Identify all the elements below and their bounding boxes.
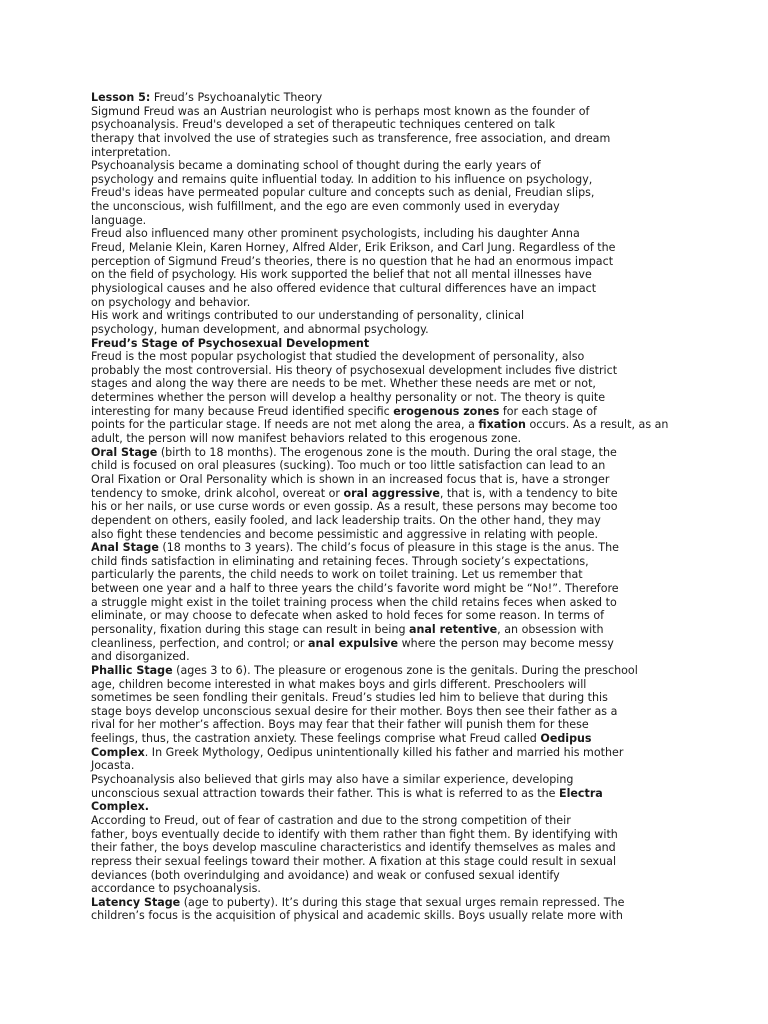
text-line	[91, 718, 759, 732]
text-line	[91, 173, 759, 187]
text-span: deviances (both overindulging and avoidance) and weak or confused sexual identify	[91, 868, 560, 882]
text-span: father, boys eventually decide to identify with them rather than fight them. By identifying with	[91, 827, 618, 841]
text-line	[91, 759, 759, 773]
text-line	[91, 623, 759, 637]
text-span: Freud's ideas have permeated popular culture and concepts such as denial, Freudian slips,	[91, 186, 595, 200]
bold-term: Freud’s Stage of Psychosexual Development	[91, 336, 370, 350]
text-line	[91, 459, 759, 473]
text-span: Freud is the most popular psychologist that studied the development of personality, also	[91, 350, 585, 364]
text-line	[91, 609, 759, 623]
text-line	[91, 855, 759, 869]
text-line	[91, 268, 759, 282]
text-span: particularly the parents, the child needs to work on toilet training. Let us remember that	[91, 568, 583, 582]
text-line	[91, 391, 759, 405]
bold-term: Phallic Stage	[91, 663, 173, 677]
text-line	[91, 105, 759, 119]
text-span: unconscious sexual attraction towards their father. This is what is referred to as the	[91, 786, 560, 800]
document-body	[91, 91, 759, 923]
text-line	[91, 309, 759, 323]
text-span: eliminate, or may choose to defecate when asked to hold feces for some reason. In terms of	[91, 609, 605, 623]
text-span: language.	[91, 213, 147, 227]
text-line	[91, 132, 759, 146]
text-span: Jocasta.	[91, 759, 135, 773]
text-line	[91, 814, 759, 828]
text-line	[91, 255, 759, 269]
text-line	[91, 418, 759, 432]
text-span: (ages 3 to 6). The pleasure or erogenous zone is the genitals. During the preschool	[172, 663, 638, 677]
text-line	[91, 473, 759, 487]
text-span: the unconscious, wish fulfillment, and the ego are even commonly used in everyday	[91, 200, 560, 214]
text-span: interpretation.	[91, 145, 171, 159]
text-span: psychoanalysis. Freud's developed a set of therapeutic techniques centered on talk	[91, 118, 555, 132]
bold-term: Complex	[91, 745, 145, 759]
text-line	[91, 732, 759, 746]
text-line	[91, 582, 759, 596]
bold-term: Electra	[559, 786, 603, 800]
bold-term: Oral Stage	[91, 445, 158, 459]
text-span: perception of Sigmund Freud’s theories, there is no question that he had an enormous impact	[91, 254, 614, 268]
text-line	[91, 800, 759, 814]
text-line	[91, 596, 759, 610]
text-span: feelings, thus, the castration anxiety. These feelings comprise what Freud called	[91, 732, 541, 746]
text-span: psychology, human development, and abnormal psychology.	[91, 322, 429, 336]
text-span: Sigmund Freud was an Austrian neurologist who is perhaps most known as the founder of	[91, 104, 590, 118]
text-line	[91, 405, 759, 419]
text-line	[91, 541, 759, 555]
text-span: (age to puberty). It’s during this stage that sexual urges remain repressed. The	[180, 895, 625, 909]
text-span: (birth to 18 months). The erogenous zone is the mouth. During the oral stage, the	[157, 445, 617, 459]
text-line	[91, 841, 759, 855]
text-line	[91, 241, 759, 255]
text-line	[91, 446, 759, 460]
text-span: rival for her mother’s affection. Boys may fear that their father will punish them for these	[91, 718, 589, 732]
text-line	[91, 773, 759, 787]
text-span: stages and along the way there are needs to be met. Whether these needs are met or not,	[91, 377, 596, 391]
text-span: determines whether the person will develop a healthy personality or not. The theory is quite	[91, 391, 606, 405]
bold-term: anal retentive	[409, 622, 498, 636]
text-span: points for the particular stage. If needs are not met along the area, a	[91, 418, 479, 432]
text-span: on the field of psychology. His work supported the belief that not all mental illnesses have	[91, 268, 592, 282]
text-span: their father, the boys develop masculine characteristics and identify themselves as males and	[91, 841, 616, 855]
text-line	[91, 637, 759, 651]
text-line	[91, 186, 759, 200]
text-span: probably the most controversial. His theory of psychosexual development includes five district	[91, 363, 618, 377]
text-span: . In Greek Mythology, Oedipus unintentionally killed his father and married his mother	[144, 745, 624, 759]
text-span: and disorganized.	[91, 650, 190, 664]
text-span: a struggle might exist in the toilet training process when the child retains feces when asked to	[91, 595, 617, 609]
text-line	[91, 746, 759, 760]
text-span: Psychoanalysis also believed that girls may also have a similar experience, developing	[91, 773, 574, 787]
text-line	[91, 296, 759, 310]
text-span: occurs. As a result, as an	[525, 418, 669, 432]
text-span: (18 months to 3 years). The child’s focus of pleasure in this stage is the anus. The	[158, 541, 619, 555]
text-span: for each stage of	[499, 404, 597, 418]
text-span: tendency to smoke, drink alcohol, overeat or	[91, 486, 344, 500]
text-span: According to Freud, out of fear of castration and due to the strong competition of their	[91, 813, 571, 827]
text-span: adult, the person will now manifest behaviors related to this erogenous zone.	[91, 432, 522, 446]
bold-term: erogenous zones	[393, 404, 500, 418]
text-span: Freud’s Psychoanalytic Theory	[150, 91, 323, 104]
text-span: psychology and remains quite influential today. In addition to his influence on psychology,	[91, 172, 593, 186]
text-span: his or her nails, or use curse words or even gossip. As a result, these persons may become too	[91, 500, 618, 514]
text-line	[91, 664, 759, 678]
text-span: personality, fixation during this stage can result in being	[91, 622, 410, 636]
text-span: on psychology and behavior.	[91, 295, 251, 309]
text-line	[91, 705, 759, 719]
text-line	[91, 227, 759, 241]
text-line	[91, 350, 759, 364]
bold-term: Anal Stage	[91, 541, 159, 555]
text-line	[91, 555, 759, 569]
text-line	[91, 691, 759, 705]
text-line	[91, 828, 759, 842]
text-line	[91, 678, 759, 692]
text-line	[91, 528, 759, 542]
bold-term: oral aggressive	[343, 486, 440, 500]
text-line	[91, 568, 759, 582]
text-line	[91, 118, 759, 132]
text-span: age, children become interested in what makes boys and girls different. Preschoolers will	[91, 677, 587, 691]
text-line	[91, 282, 759, 296]
text-line	[91, 146, 759, 160]
text-span: , an obsession with	[497, 622, 604, 636]
bold-term: Oedipus	[540, 732, 592, 746]
text-line	[91, 896, 759, 910]
text-span: interesting for many because Freud identified specific	[91, 404, 394, 418]
text-span: where the person may become messy	[398, 636, 614, 650]
text-line	[91, 159, 759, 173]
text-line	[91, 214, 759, 228]
text-line	[91, 514, 759, 528]
text-span: Freud, Melanie Klein, Karen Horney, Alfred Alder, Erik Erikson, and Carl Jung. Regardless of the	[91, 241, 616, 255]
bold-term: Latency Stage	[91, 895, 181, 909]
text-line	[91, 364, 759, 378]
text-span: stage boys develop unconscious sexual desire for their mother. Boys then see their father as a	[91, 704, 618, 718]
text-line	[91, 337, 759, 351]
text-span: repress their sexual feelings toward their mother. A fixation at this stage could result in sexual	[91, 854, 617, 868]
text-line	[91, 377, 759, 391]
text-span: also fight these tendencies and become pessimistic and aggressive in relating with people.	[91, 527, 599, 541]
text-line	[91, 200, 759, 214]
text-line	[91, 650, 759, 664]
text-span: between one year and a half to three years the child’s favorite word might be “No!”. Therefore	[91, 582, 619, 596]
text-span: sometimes be seen fondling their genitals. Freud’s studies led him to believe that during this	[91, 691, 608, 705]
text-line	[91, 909, 759, 923]
text-line	[91, 500, 759, 514]
text-line	[91, 323, 759, 337]
text-span: cleanliness, perfection, and control; or	[91, 636, 309, 650]
text-span: Oral Fixation or Oral Personality which is shown in an increased focus that is, have a stronger	[91, 472, 610, 486]
text-span: children’s focus is the acquisition of physical and academic skills. Boys usually relate more with	[91, 909, 623, 923]
text-span: Psychoanalysis became a dominating school of thought during the early years of	[91, 159, 541, 173]
text-line	[91, 869, 759, 883]
text-span: dependent on others, easily fooled, and lack leadership traits. On the other hand, they may	[91, 513, 601, 527]
bold-term: anal expulsive	[308, 636, 399, 650]
text-span: , that is, with a tendency to bite	[439, 486, 618, 500]
text-line	[91, 91, 759, 105]
text-span: Freud also influenced many other prominent psychologists, including his daughter Anna	[91, 227, 580, 241]
text-span: child finds satisfaction in eliminating and retaining feces. Through society’s expectations,	[91, 554, 589, 568]
text-span: therapy that involved the use of strategies such as transference, free association, and dream	[91, 131, 611, 145]
text-line	[91, 432, 759, 446]
text-span: accordance to psychoanalysis.	[91, 882, 261, 896]
bold-term: Complex.	[91, 800, 149, 814]
text-span: physiological causes and he also offered evidence that cultural differences have an impact	[91, 281, 597, 295]
text-line	[91, 882, 759, 896]
text-span: His work and writings contributed to our understanding of personality, clinical	[91, 309, 525, 323]
bold-term: Lesson 5:	[91, 91, 151, 104]
text-line	[91, 787, 759, 801]
bold-term: fixation	[478, 418, 526, 432]
text-span: child is focused on oral pleasures (sucking). Too much or too little satisfaction can lead to an	[91, 459, 606, 473]
text-line	[91, 487, 759, 501]
